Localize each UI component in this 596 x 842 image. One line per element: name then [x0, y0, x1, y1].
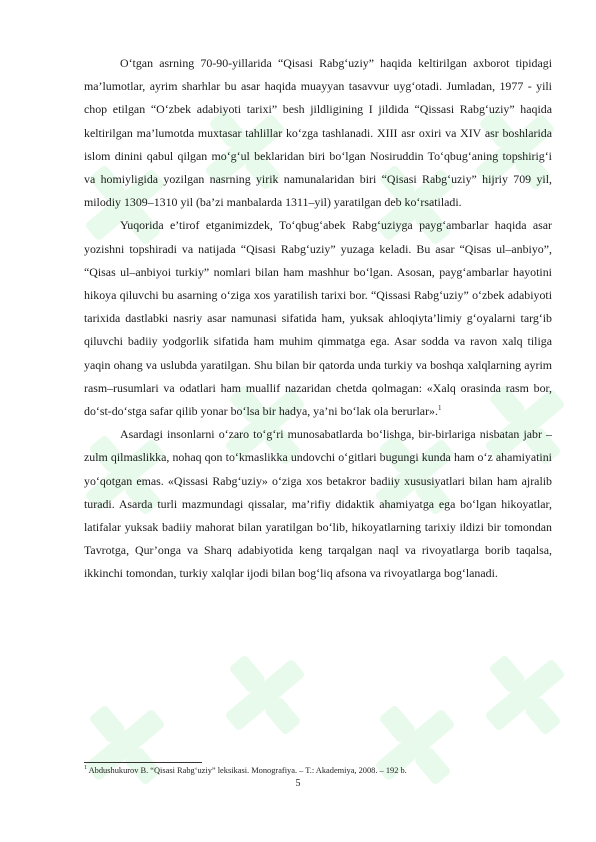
body-text [84, 52, 552, 586]
paragraph-2 [84, 214, 552, 423]
paragraph-2-text: Yuqorida e’tirof etganimizdek, To‘qbug‘abek Rabg‘uziyga payg‘ambarlar haqida asar yozishni topshiradi va natijada “Qisasi Rabg‘uziy” yuzaga keladi. Bu asar “Qisas ul–anbiyo”, “Qisas ul–anbiyoi turkiy” nomlari bilan ham mashhur bo‘lgan. Asosan, payg‘ambarlar hayotini hikoya qiluvchi bu asarning o‘ziga xos yaratilish tarixi bor. “Qissasi Rabg‘uziy” o‘zbek adabiyoti tarixida dastlabki nasriy asar namunasi sifatida ham, yuksak ahloqiyta’limiy g‘oyalarni targ‘ib qiluvchi badiiy yodgorlik sifatida ham muhim qimmatga ega. Asar sodda va ravon xalq tiliga yaqin ohang va uslubda yaratilgan. Shu bilan bir qatorda unda turkiy va boshqa xalqlarning ayrim rasm–rusumlari va odatlari ham muallif nazaridan chetda qolmagan: «Xalq orasinda rasm bor, do‘st-do‘stga safar qilib yonar bo‘lsa bir hadya, ya’ni bo‘lak ola berurlar». [84, 218, 552, 419]
watermark-icon [210, 640, 320, 750]
footnote-marker: 1 [84, 765, 87, 772]
paragraph-3: Asardagi insonlarni o‘zaro to‘g‘ri munosabatlarda bo‘lishga, bir-birlariga nisbatan jabr – zulm qilmaslikka, nohaq qon to‘kmaslikka undovchi o‘gitlari bugungi kunda ham o‘z ahamiyatini yo‘qotgan emas. «Qissasi Rabg‘uziy» o‘ziga xos betakror badiiy xususiyatlari bilan ham ajralib turadi. Asarda turli mazmundagi qissalar, ma’rifiy didaktik ahamiyatga ega bo‘lgan hikoyatlar, latifalar yuksak badiiy mahorat bilan yaratilgan bo‘lib, hikoyatlarning tarixiy ildizi bir tomondan Tavrotga, Qur’onga va Sharq adabiyotida keng tarqalgan naql va rivoyatlarga borib taqalsa, ikkinchi tomondan, turkiy xalqlar ijodi bilan bog‘liq afsona va rivoyatlarga bog‘lanadi. [84, 427, 552, 581]
footnote-separator [84, 762, 202, 763]
watermark-icon [470, 640, 580, 750]
paragraph-1: O‘tgan asrning 70-90-yillarida “Qisasi Rabg‘uziy” haqida keltirilgan axborot tipidagi ma’lumotlar, ayrim sharhlar bu asar haqida muayyan tasavvur uyg‘otadi. Jumladan, 1977 - yili chop etilgan “O‘zbek adabiyoti tarixi” besh jildligining I jildida “Qissasi Rabg‘uziy” haqida keltirilgan ma’lumotda muxtasar tahlillar ko‘zga tashlanadi. XIII asr oxiri va XIV asr boshlarida islom dinini qabul qilgan mo‘g‘ul beklaridan biri bo‘lgan Nosiruddin To‘qbug‘aning topshirig‘i va homiyligida yozilgan nasrning yirik namunalaridan biri “Qisasi Rabg‘uziy” hijriy 709 yil, milodiy 1309–1310 yil (ba’zi manbalarda 1311–yil) yaratilgan deb ko‘rsatiladi. [84, 56, 552, 210]
footnote-reference[interactable]: 1 [437, 404, 442, 413]
page-number: 5 [295, 778, 301, 789]
footnote [84, 765, 552, 776]
footnote-text: Abdushukurov B. “Qisasi Rabg‘uziy” leksikasi. Monografiya. – T.: Akademiya, 2008. – 192 b. [87, 766, 407, 775]
